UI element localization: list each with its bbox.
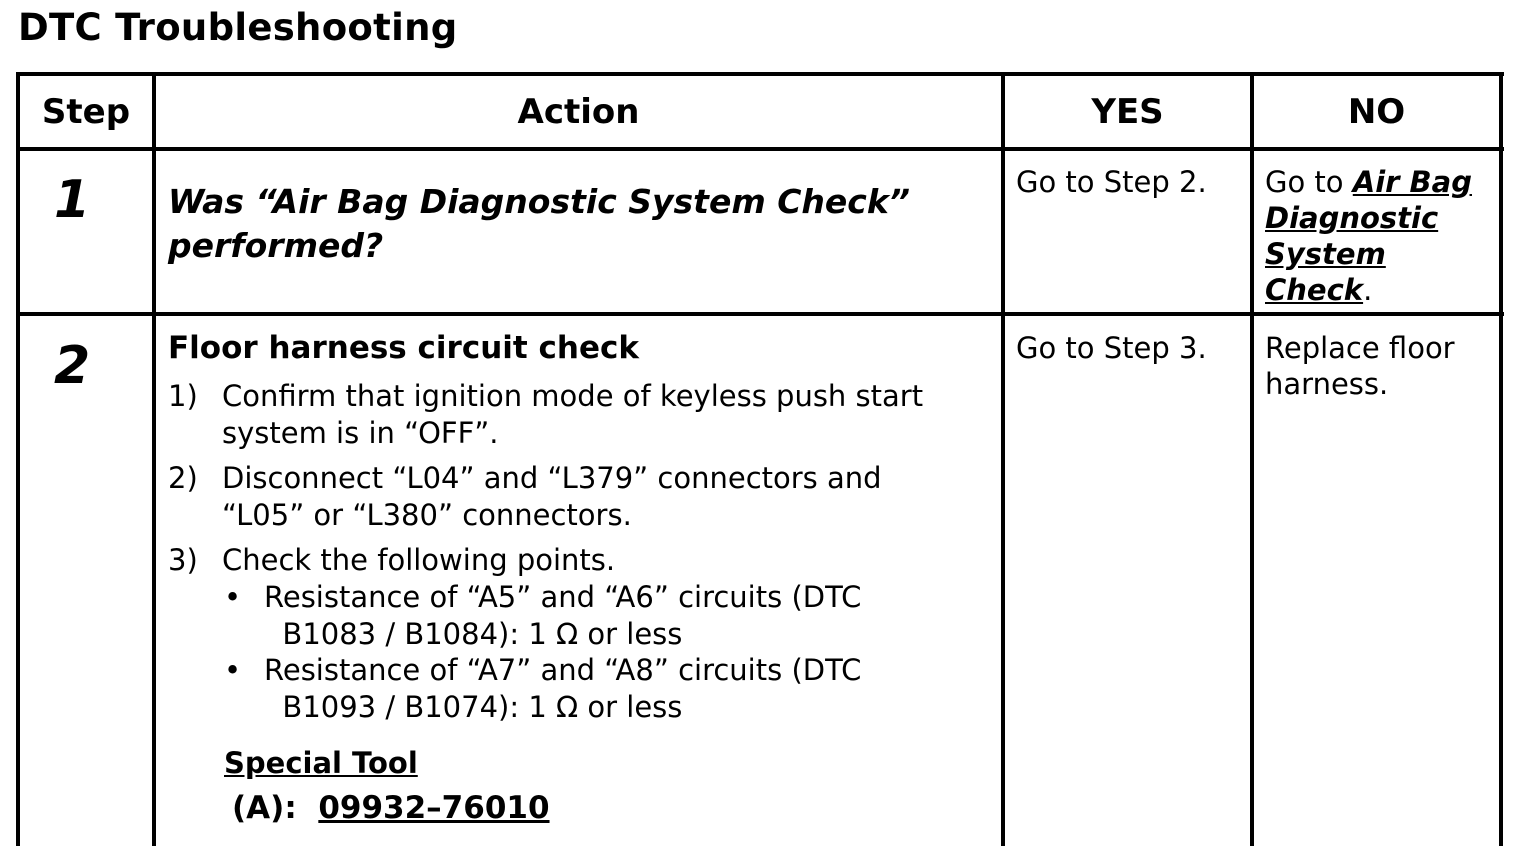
tool-prefix: (A):	[232, 790, 297, 826]
step-2-number: 2	[54, 336, 91, 396]
table-divider-step	[152, 72, 156, 846]
header-yes: YES	[1091, 92, 1164, 132]
item-number: 2)	[168, 461, 198, 495]
table-border-left	[16, 72, 20, 846]
item-line: Confirm that ignition mode of keyless push start	[222, 379, 924, 413]
item-line: Check the following points.	[222, 543, 616, 577]
header-action: Action	[517, 92, 640, 132]
step-1-question: Was “Air Bag Diagnostic System Check” performed?	[168, 182, 911, 265]
bullet-icon: •	[224, 653, 242, 687]
bullet-line: Resistance of “A7” and “A8” circuits (DTC	[264, 653, 862, 687]
step-2-no-line: Replace floor	[1265, 331, 1455, 365]
header-no: NO	[1347, 92, 1406, 132]
table-border-row1	[16, 312, 1504, 316]
item-number: 3)	[168, 543, 198, 577]
item-number: 1)	[168, 379, 198, 413]
table-border-header	[16, 147, 1504, 151]
bullet-line: B1093 / B1074): 1 Ω or less	[264, 690, 683, 724]
page-title: DTC Troubleshooting	[18, 6, 458, 49]
step-1-yes: Go to Step 2.	[1016, 165, 1207, 199]
bullet-line: Resistance of “A5” and “A6” circuits (DTC	[264, 580, 862, 614]
tool-number: 09932–76010	[318, 790, 550, 826]
table-divider-yes	[1250, 72, 1254, 846]
special-tool-value	[232, 790, 550, 826]
step-1-number: 1	[54, 170, 91, 230]
air-bag-check-link[interactable]: Air Bag Diagnostic System Check	[1265, 165, 1472, 307]
bullet-icon: •	[224, 580, 242, 614]
step-2-no	[1265, 330, 1490, 402]
step-1-no-prefix: Go to	[1265, 165, 1353, 199]
item-line: Disconnect “L04” and “L379” connectors and	[222, 461, 882, 495]
item-line: system is in “OFF”.	[222, 416, 499, 450]
table-border-top	[16, 72, 1504, 76]
step-1-no	[1265, 164, 1485, 308]
special-tool-label: Special Tool	[224, 746, 418, 780]
step-2-no-line: harness.	[1265, 367, 1389, 401]
step-2-yes: Go to Step 3.	[1016, 331, 1207, 365]
item-line: “L05” or “L380” connectors.	[222, 498, 632, 532]
header-step: Step	[41, 92, 131, 132]
step-1-no-suffix: .	[1363, 273, 1373, 307]
step-2-heading: Floor harness circuit check	[168, 330, 639, 366]
bullet-line: B1083 / B1084): 1 Ω or less	[264, 617, 683, 651]
table-divider-action	[1001, 72, 1005, 846]
table-border-right	[1499, 72, 1503, 846]
